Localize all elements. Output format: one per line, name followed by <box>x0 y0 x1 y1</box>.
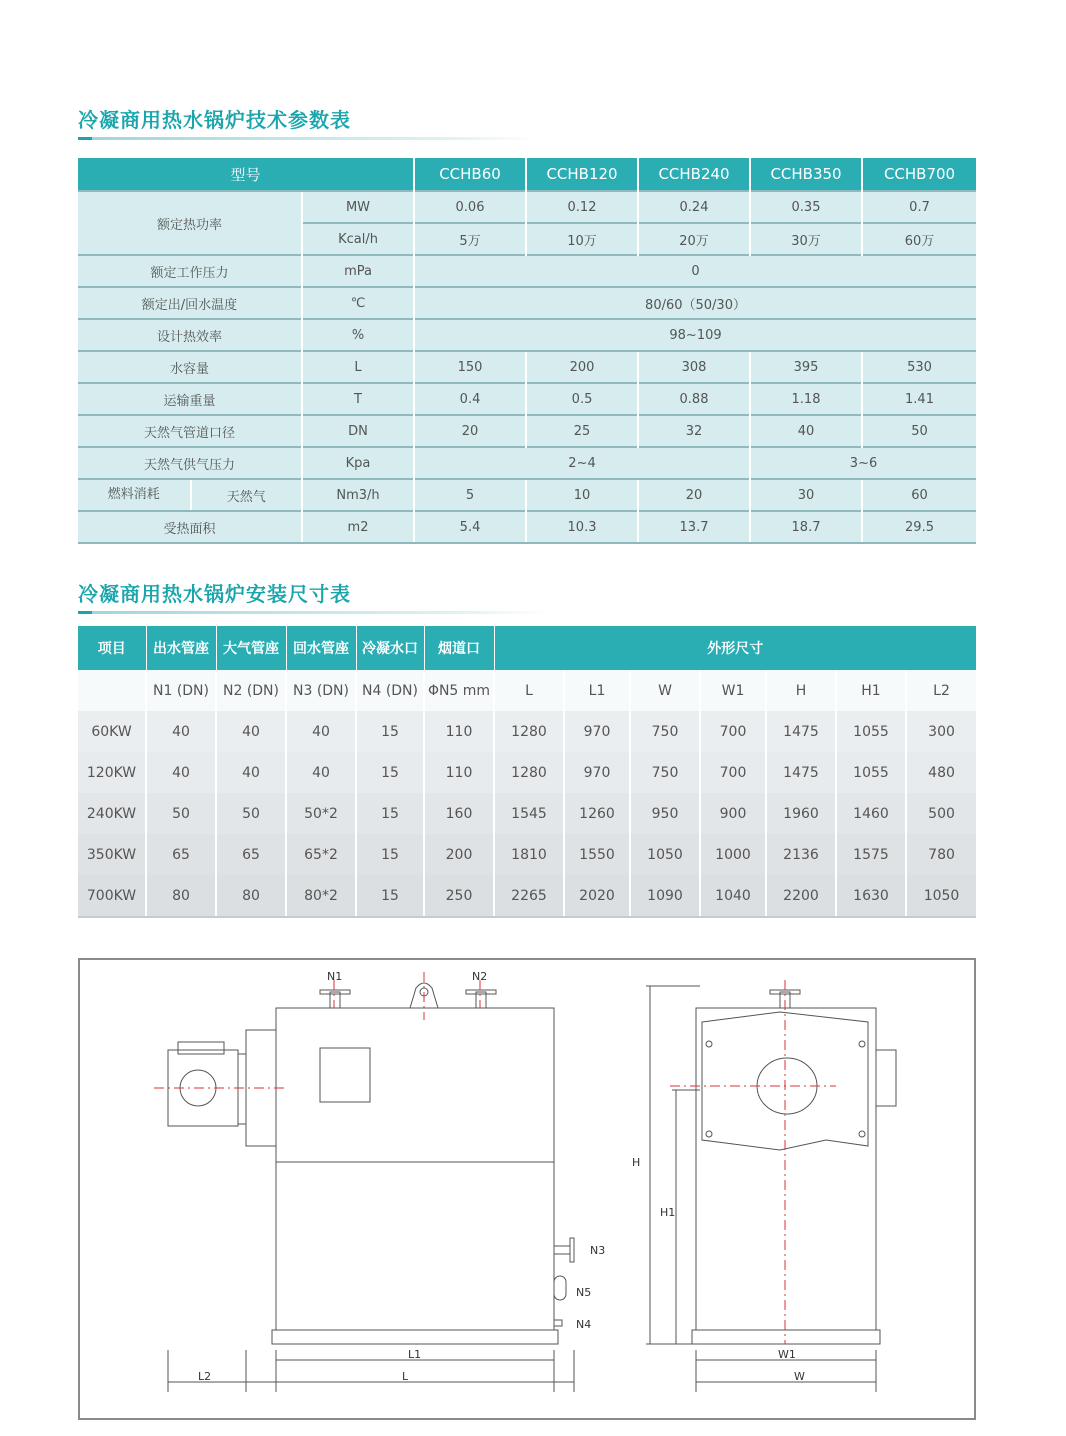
cell: 30万 <box>750 223 862 255</box>
label-transport-weight: 运输重量 <box>78 383 302 415</box>
cell: 60 <box>862 479 976 511</box>
cell: 13.7 <box>638 511 750 543</box>
cell: 15 <box>356 793 424 834</box>
cell: 40 <box>146 711 216 752</box>
unit-cell: ℃ <box>302 287 414 319</box>
cell: 0.06 <box>414 191 526 223</box>
cell: 750 <box>630 711 700 752</box>
unit-mw: MW <box>302 191 414 223</box>
model-header-cchb240: CCHB240 <box>638 158 750 191</box>
model-header-cchb350: CCHB350 <box>750 158 862 191</box>
n5-nozzle <box>554 1276 566 1300</box>
label-l2: L2 <box>198 1370 212 1383</box>
dims-header-vent: 大气管座 <box>216 626 286 670</box>
label-w1: W1 <box>778 1348 796 1361</box>
cell: 30 <box>750 479 862 511</box>
cell: 15 <box>356 752 424 793</box>
dims-header-item: 项目 <box>78 626 146 670</box>
cell: 2~4 <box>414 447 750 479</box>
params-table <box>78 158 976 544</box>
cell: 10.3 <box>526 511 638 543</box>
cell: 500 <box>906 793 976 834</box>
unit-cell: mPa <box>302 255 414 287</box>
cell: 1960 <box>766 793 836 834</box>
row-water-temp <box>78 287 976 319</box>
cell: 1475 <box>766 711 836 752</box>
unit-cell: m2 <box>302 511 414 543</box>
label-n4: N4 <box>576 1318 592 1331</box>
cell: 1550 <box>564 834 630 875</box>
cell: 750 <box>630 752 700 793</box>
unit-kcal: Kcal/h <box>302 223 414 255</box>
burner-top <box>178 1042 224 1054</box>
cell: 1050 <box>906 875 976 917</box>
table-row <box>78 793 976 834</box>
cell: 1260 <box>564 793 630 834</box>
unit-cell: Kpa <box>302 447 414 479</box>
unit-cell: T <box>302 383 414 415</box>
dims-header-condensate: 冷凝水口 <box>356 626 424 670</box>
dims-section-title: 冷凝商用热水锅炉安装尺寸表 <box>78 582 351 606</box>
cell: 1000 <box>700 834 766 875</box>
label-n2: N2 <box>472 970 488 983</box>
cell: 2200 <box>766 875 836 917</box>
cell: 80 <box>216 875 286 917</box>
front-base <box>692 1330 880 1344</box>
cell: 0.12 <box>526 191 638 223</box>
label-l: L <box>402 1370 409 1383</box>
subheader-cell: H <box>766 670 836 711</box>
row-transport-weight <box>78 383 976 415</box>
label-fuel-consumption <box>78 479 302 511</box>
cell: 5.4 <box>414 511 526 543</box>
model-header-cchb120: CCHB120 <box>526 158 638 191</box>
cell: 40 <box>750 415 862 447</box>
label-efficiency: 设计热效率 <box>78 319 302 351</box>
cell: 150 <box>414 351 526 383</box>
label-water-capacity: 水容量 <box>78 351 302 383</box>
cell: 1050 <box>630 834 700 875</box>
subheader-cell: ΦN5 mm <box>424 670 494 711</box>
row-working-pressure <box>78 255 976 287</box>
row-fuel-consumption <box>78 479 976 511</box>
cell: 110 <box>424 711 494 752</box>
cell: 0.4 <box>414 383 526 415</box>
cell: 1475 <box>766 752 836 793</box>
model-header: 型号 <box>78 158 414 191</box>
cell: 1090 <box>630 875 700 917</box>
cell: 20万 <box>638 223 750 255</box>
cell: 308 <box>638 351 750 383</box>
cell: 1460 <box>836 793 906 834</box>
cell: 0.88 <box>638 383 750 415</box>
label-w: W <box>794 1370 805 1383</box>
label-l1: L1 <box>408 1348 422 1361</box>
row-efficiency <box>78 319 976 351</box>
cell: 40 <box>216 711 286 752</box>
subheader-cell: L <box>494 670 564 711</box>
label-fuel: 燃料消耗 <box>78 480 192 510</box>
cell: 15 <box>356 834 424 875</box>
row-gas-supply-pressure <box>78 447 976 479</box>
subheader-cell: W1 <box>700 670 766 711</box>
cell: 80/60（50/30） <box>414 287 976 319</box>
cell: 0.7 <box>862 191 976 223</box>
cell: 240KW <box>78 793 146 834</box>
cell: 395 <box>750 351 862 383</box>
dims-header-outlet: 出水管座 <box>146 626 216 670</box>
cell: 250 <box>424 875 494 917</box>
subheader-cell: N4 (DN) <box>356 670 424 711</box>
label-natural-gas: 天然气 <box>226 489 266 505</box>
cell: 65 <box>216 834 286 875</box>
cell: 20 <box>414 415 526 447</box>
cell: 65*2 <box>286 834 356 875</box>
boiler-base <box>272 1330 558 1344</box>
cell: 160 <box>424 793 494 834</box>
cell: 40 <box>216 752 286 793</box>
row-water-capacity <box>78 351 976 383</box>
cell: 200 <box>424 834 494 875</box>
table-row <box>78 752 976 793</box>
cell: 80*2 <box>286 875 356 917</box>
subheader-cell: N2 (DN) <box>216 670 286 711</box>
cell: 0.35 <box>750 191 862 223</box>
label-heating-area: 受热面积 <box>78 511 302 543</box>
cell: 50 <box>216 793 286 834</box>
cell: 50 <box>146 793 216 834</box>
label-n3: N3 <box>590 1244 606 1257</box>
unit-cell: Nm3/h <box>302 479 414 511</box>
label-h1: H1 <box>660 1206 676 1219</box>
label-water-temp: 额定出/回水温度 <box>78 287 302 319</box>
subheader-cell: N1 (DN) <box>146 670 216 711</box>
cell: 110 <box>424 752 494 793</box>
cell: 970 <box>564 752 630 793</box>
label-gas-supply-pressure: 天然气供气压力 <box>78 447 302 479</box>
cell: 50*2 <box>286 793 356 834</box>
cell: 0.24 <box>638 191 750 223</box>
dims-header-row <box>78 626 976 670</box>
row-rated-power-mw <box>78 191 976 223</box>
cell: 50 <box>862 415 976 447</box>
cell: 18.7 <box>750 511 862 543</box>
cell: 350KW <box>78 834 146 875</box>
cell: 0 <box>414 255 976 287</box>
cell: 970 <box>564 711 630 752</box>
cell: 65 <box>146 834 216 875</box>
cell: 530 <box>862 351 976 383</box>
subheader-cell <box>78 670 146 711</box>
cell: 480 <box>906 752 976 793</box>
front-side-box <box>876 1050 896 1106</box>
label-rated-power: 额定热功率 <box>78 191 302 255</box>
cell: 1040 <box>700 875 766 917</box>
cell: 1280 <box>494 711 564 752</box>
cell: 40 <box>146 752 216 793</box>
cell: 3~6 <box>750 447 976 479</box>
cell: 200 <box>526 351 638 383</box>
cell: 25 <box>526 415 638 447</box>
subheader-cell: L2 <box>906 670 976 711</box>
cell: 1.41 <box>862 383 976 415</box>
cell: 40 <box>286 711 356 752</box>
subheader-cell: L1 <box>564 670 630 711</box>
label-n5: N5 <box>576 1286 592 1299</box>
cell: 1630 <box>836 875 906 917</box>
row-gas-pipe-diameter <box>78 415 976 447</box>
table-row <box>78 875 976 917</box>
cell: 20 <box>638 479 750 511</box>
cell: 80 <box>146 875 216 917</box>
cell: 60KW <box>78 711 146 752</box>
cell: 32 <box>638 415 750 447</box>
table-row <box>78 711 976 752</box>
cell: 120KW <box>78 752 146 793</box>
cell: 1575 <box>836 834 906 875</box>
unit-cell: DN <box>302 415 414 447</box>
dims-subheader-row <box>78 670 976 711</box>
unit-cell: % <box>302 319 414 351</box>
model-header-cchb700: CCHB700 <box>862 158 976 191</box>
cell: 900 <box>700 793 766 834</box>
cell: 2265 <box>494 875 564 917</box>
label-h: H <box>632 1156 641 1169</box>
cell: 1810 <box>494 834 564 875</box>
cell: 2020 <box>564 875 630 917</box>
subheader-cell: H1 <box>836 670 906 711</box>
cell: 1545 <box>494 793 564 834</box>
dims-header-return: 回水管座 <box>286 626 356 670</box>
n4-nozzle <box>554 1320 562 1326</box>
cell: 40 <box>286 752 356 793</box>
cell: 780 <box>906 834 976 875</box>
boiler-dimension-drawing <box>78 958 976 1420</box>
cell: 29.5 <box>862 511 976 543</box>
label-gas-pipe-diameter: 天然气管道口径 <box>78 415 302 447</box>
n3-nozzle <box>554 1246 570 1254</box>
params-section-title: 冷凝商用热水锅炉技术参数表 <box>78 108 351 132</box>
cell: 700KW <box>78 875 146 917</box>
burner-flange <box>238 1054 246 1124</box>
cell: 0.5 <box>526 383 638 415</box>
subheader-cell: N3 (DN) <box>286 670 356 711</box>
params-header-row <box>78 158 976 191</box>
front-body <box>696 1008 876 1330</box>
cell: 60万 <box>862 223 976 255</box>
cell: 950 <box>630 793 700 834</box>
cell: 1055 <box>836 752 906 793</box>
unit-cell: L <box>302 351 414 383</box>
cell: 700 <box>700 752 766 793</box>
cell: 1.18 <box>750 383 862 415</box>
row-heating-area <box>78 511 976 543</box>
label-n1: N1 <box>327 970 343 983</box>
inspection-window <box>320 1048 370 1102</box>
drawing-svg <box>80 960 974 1418</box>
cell: 10万 <box>526 223 638 255</box>
cell: 15 <box>356 875 424 917</box>
cell: 1280 <box>494 752 564 793</box>
n3-flange <box>570 1238 574 1262</box>
label-working-pressure: 额定工作压力 <box>78 255 302 287</box>
cell: 300 <box>906 711 976 752</box>
boiler-body <box>276 1008 554 1330</box>
cell: 10 <box>526 479 638 511</box>
subheader-cell: W <box>630 670 700 711</box>
cell: 15 <box>356 711 424 752</box>
model-header-cchb60: CCHB60 <box>414 158 526 191</box>
dims-header-overall: 外形尺寸 <box>494 626 976 670</box>
cell: 2136 <box>766 834 836 875</box>
table-row <box>78 834 976 875</box>
params-title-underline <box>78 137 538 140</box>
cell: 700 <box>700 711 766 752</box>
cell: 5万 <box>414 223 526 255</box>
cell: 98~109 <box>414 319 976 351</box>
dims-header-flue: 烟道口 <box>424 626 494 670</box>
dims-title-underline <box>78 611 548 614</box>
dims-table <box>78 626 976 918</box>
cell: 1055 <box>836 711 906 752</box>
cell: 5 <box>414 479 526 511</box>
